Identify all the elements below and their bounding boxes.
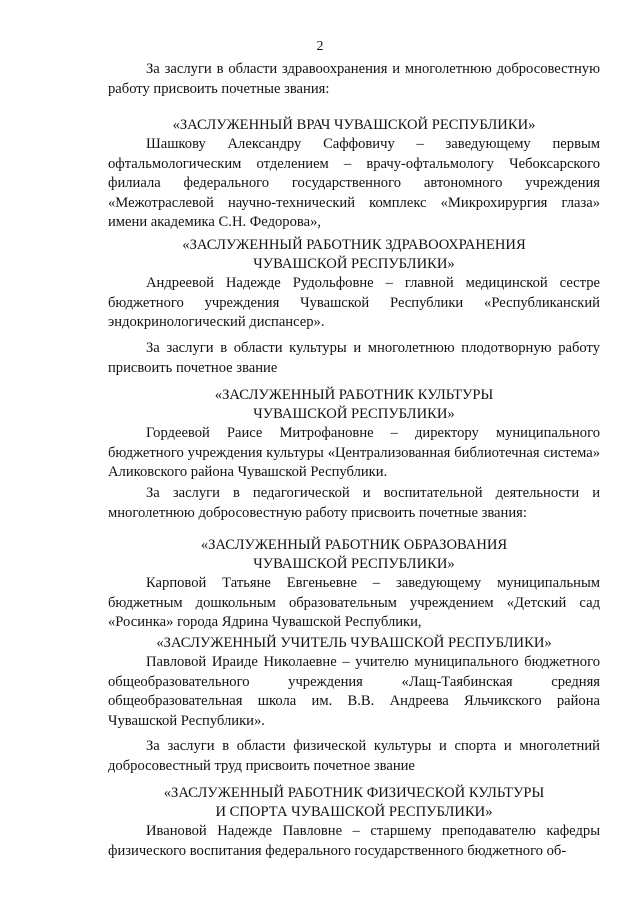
intro-paragraph: За заслуги в педагогической и воспитательной деятельности и многолетнюю добросовестную работу присвоить почетные звания: — [108, 485, 600, 521]
section-education — [108, 484, 600, 523]
award-honored-sports-worker — [108, 784, 600, 861]
page-number: 2 — [316, 39, 324, 54]
award-title — [108, 784, 600, 822]
recipient-paragraph: Гордеевой Раисе Митрофановне – директору муниципального бюджетного учреждения культуры «Централизованная библиотечная система» Аликовского района Чувашской Республики. — [108, 425, 600, 481]
section-health — [108, 60, 600, 99]
recipient-paragraph: Карповой Татьяне Евгеньевне – заведующему муниципальным бюджетным дошкольным образовательным учреждением «Детский сад «Росинка» города Ядрина Чувашской Республики, — [108, 575, 600, 631]
award-title-line: «ЗАСЛУЖЕННЫЙ РАБОТНИК ЗДРАВООХРАНЕНИЯ — [182, 237, 526, 253]
award-honored-teacher — [108, 634, 600, 731]
section-culture — [108, 339, 600, 378]
recipient-paragraph: Шашкову Александру Саффовичу – заведующему первым офтальмологическим отделением – врачу-офтальмологу Чебоксарского филиала федерального государственного автономного учреждения «Межотраслевой научно-технический комплекс «Микрохирургия глаза» имени академика С.Н. Федорова», — [108, 136, 600, 231]
recipient-paragraph: Ивановой Надежде Павловне – старшему преподавателю кафедры физического воспитания федерального государственного бюджетного об- — [108, 823, 600, 859]
award-title — [108, 116, 600, 135]
award-title-line: «ЗАСЛУЖЕННЫЙ РАБОТНИК ОБРАЗОВАНИЯ — [200, 537, 508, 553]
award-honored-doctor — [108, 116, 600, 233]
award-title — [108, 386, 600, 424]
award-title-line: «ЗАСЛУЖЕННЫЙ РАБОТНИК КУЛЬТУРЫ — [214, 387, 494, 403]
intro-paragraph: За заслуги в области культуры и многолетнюю плодотворную работу присвоить почетное звание — [108, 340, 600, 376]
award-title-line: ЧУВАШСКОЙ РЕСПУБЛИКИ» — [253, 256, 455, 272]
award-title-line: «ЗАСЛУЖЕННЫЙ РАБОТНИК ФИЗИЧЕСКОЙ КУЛЬТУРЫ — [163, 785, 545, 801]
award-honored-culture-worker — [108, 386, 600, 483]
intro-paragraph: За заслуги в области здравоохранения и многолетнюю добросовестную работу присвоить почетные звания: — [108, 61, 600, 97]
award-title-line: ЧУВАШСКОЙ РЕСПУБЛИКИ» — [253, 406, 455, 422]
award-title — [108, 536, 600, 574]
section-sports — [108, 737, 600, 776]
award-title — [108, 634, 600, 653]
recipient-paragraph: Павловой Ираиде Николаевне – учителю муниципального бюджетного общеобразовательного учреждения «Лащ-Таябинская средняя общеобразовательная школа им. В.В. Андреева Яльчикского района Чувашской Республики». — [108, 654, 600, 729]
award-title-line: И СПОРТА ЧУВАШСКОЙ РЕСПУБЛИКИ» — [215, 804, 493, 820]
award-title-line: ЧУВАШСКОЙ РЕСПУБЛИКИ» — [253, 556, 455, 572]
award-title — [108, 236, 600, 274]
award-honored-education-worker — [108, 536, 600, 633]
recipient-paragraph: Андреевой Надежде Рудольфовне – главной медицинской сестре бюджетного учреждения Чувашской Республики «Республиканский эндокринологический диспансер». — [108, 275, 600, 331]
award-title-line: «ЗАСЛУЖЕННЫЙ ВРАЧ ЧУВАШСКОЙ РЕСПУБЛИКИ» — [172, 117, 536, 133]
award-title-line: «ЗАСЛУЖЕННЫЙ УЧИТЕЛЬ ЧУВАШСКОЙ РЕСПУБЛИКИ» — [156, 635, 552, 651]
intro-paragraph: За заслуги в области физической культуры и спорта и многолетний добросовестный труд присвоить почетное звание — [108, 738, 600, 774]
award-honored-health-worker — [108, 236, 600, 333]
